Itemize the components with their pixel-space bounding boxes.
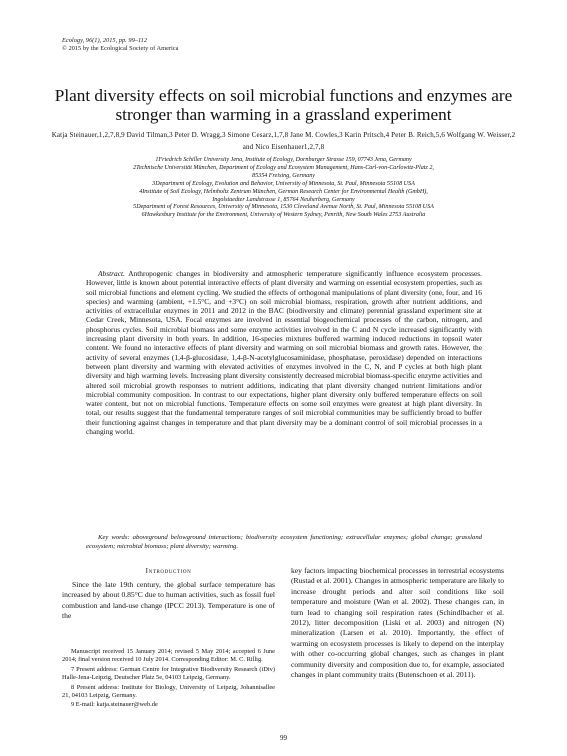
abstract xyxy=(86,269,482,436)
footnote-received: Manuscript received 15 January 2014; revised 5 May 2014; accepted 6 June 2014; final version received 10 July 2014. Corresponding Editor: M. C. Rillig. xyxy=(62,648,275,664)
footnote-address-8: 8 Present address: Institute for Biology, University of Leipzig, Johannisallee 21, 04103 Leipzig, Germany. xyxy=(62,683,275,699)
page-number: 99 xyxy=(280,734,287,742)
abstract-label: Abstract. xyxy=(98,269,125,278)
paper-title: Plant diversity effects on soil microbial functions and enzymes are stronger than warming in a grassland experiment xyxy=(54,86,513,124)
body-text-right: key factors impacting biochemical processes in terrestrial ecosystems (Rustad et al. 2001). Changes in atmospheric temperature are likely to increase drought periods and alter soil conditions like soil temperature and moisture (Wan et al. 2002). These changes can, in turn lead to changing soil respiration rates (Schindlbacher et al. 2012), litter decomposition (Liski et al. 2003) and nitrogen (N) mineralization (Larsen et al. 2010). Importantly, the effect of warming on ecosystem processes is likely to depend on the interplay with other co-occurring global changes, such as changes in plant community diversity and composition due to, for example, associated changes in plant community traits (Butenschoen et al. 2011). xyxy=(291,566,504,680)
body-text-left: Since the late 19th century, the global surface temperature has increased by about 0.85°C due to human activities, such as fossil fuel combustion and land-use change (IPCC 2013). Temperature is one of the xyxy=(62,580,275,621)
footnote-email: 9 E-mail: katja.steinauer@web.de xyxy=(71,701,158,709)
affiliations xyxy=(52,157,515,220)
affiliation-line: 2Technische Universität München, Department of Ecology and Ecosystem Management, Hans-Carl-von-Carlowitz-Platz 2, xyxy=(133,164,434,171)
affiliation-line: 1Friedrich Schiller University Jena, Institute of Ecology, Dornburger Strasse 159, 07743 Jena, Germany xyxy=(155,157,412,163)
journal-citation: Ecology, 96(1), 2015, pp. 99–112 xyxy=(62,37,148,44)
journal-copyright: © 2015 by the Ecological Society of America xyxy=(62,45,179,52)
footnotes xyxy=(62,648,275,711)
journal-header xyxy=(62,37,178,53)
affiliation-line: 3Department of Ecology, Evolution and Behavior, University of Minnesota, St. Paul, Minnesota 55108 USA xyxy=(152,180,415,187)
abstract-text: Anthropogenic changes in biodiversity and atmospheric temperature significantly influence ecosystem processes. However, little is known about potential interactive effects of plant diversity and warming on essential ecosystem properties, such as soil microbial functions and element cycling. We studied the effects of orthogonal manipulations of plant diversity (one, four, and 16 species) and warming (ambient, +1.5°C, and +3°C) on soil microbial biomass, respiration, growth after nutrient additions, and activities of extracellular enzymes in 2011 and 2012 in the BAC (biodiversity and climate) perennial grassland experiment site at Cedar Creek, Minnesota, USA. Focal enzymes are involved in essential biogeochemical processes of the carbon, nitrogen, and phosphorus cycles. Soil microbial biomass and some enzyme activities involved in the C and N cycle increased significantly with increasing plant diversity in both years. In addition, 16-species mixtures buffered warming induced reductions in topsoil water content. We found no interactive effects of plant diversity and warming on soil microbial biomass and growth rates. However, the activity of several enzymes (1,4-β-glucosidase, 1,4-β-N-acetylglucosaminidase, phosphatase, peroxidase) depended on interactions between plant diversity and warming with elevated activities of enzymes involved in the C, N, and P cycles at both high plant diversity and high warming levels. Increasing plant diversity consistently decreased microbial biomass-specific enzyme activities and altered soil microbial growth responses to nutrient additions, indicating that plant diversity changed nutrient limitations and/or microbial community composition. In contrast to our expectations, higher plant diversity only buffered temperature effects on soil water content, but not on microbial functions. Temperature effects on some soil enzymes were greatest at high plant diversity. In total, our results suggest that the fundamental temperature ranges of soil microbial communities may be sufficiently broad to buffer their functioning against changes in temperature and that plant diversity may be a dominant control of soil microbial processes in a changing world. xyxy=(86,269,482,437)
affiliation-line: 85354 Freising, Germany xyxy=(252,172,315,179)
author-list: Katja Steinauer,1,2,7,8,9 David Tilman,3 Peter D. Wragg,3 Simone Cesarz,1,7,8 Jane M. Cowles,3 Karin Pritsch,4 Peter B. Reich,5,6 Wolfgang W. Weisser,2 and Nico Eisenhauer1,2,7,8 xyxy=(51,131,516,151)
affiliation-line: 5Department of Forest Resources, University of Minnesota, 1530 Cleveland Avenue North, St. Paul, Minnesota 55108 USA xyxy=(133,204,434,211)
footnote-address-7: 7 Present address: German Centre for Integrative Biodiversity Research (iDiv) Halle-Jena-Leipzig, Deutscher Platz 5e, 04103 Leipzig, Germany. xyxy=(62,665,275,681)
keywords xyxy=(86,534,482,551)
affiliation-line: 4Institute of Soil Ecology, Helmholtz Zentrum München, German Research Center for Environmental Health (GmbH), xyxy=(139,188,428,195)
keywords-text: aboveground belowground interactions; biodiversity ecosystem functioning; extracellular enzymes; global change; grassland ecosystem; microbial biomass; plant diversity; warming. xyxy=(86,534,483,550)
affiliation-line: 6Hawkesbury Institute for the Environment, University of Western Sydney, Penrith, New South Wales 2753 Australia xyxy=(141,212,426,219)
keywords-label: Key words: xyxy=(98,534,130,541)
affiliation-line: Ingolstaedter Landstrasse 1, 85764 Neuherberg, Germany xyxy=(212,196,355,203)
section-heading-introduction: Introduction xyxy=(145,567,192,575)
